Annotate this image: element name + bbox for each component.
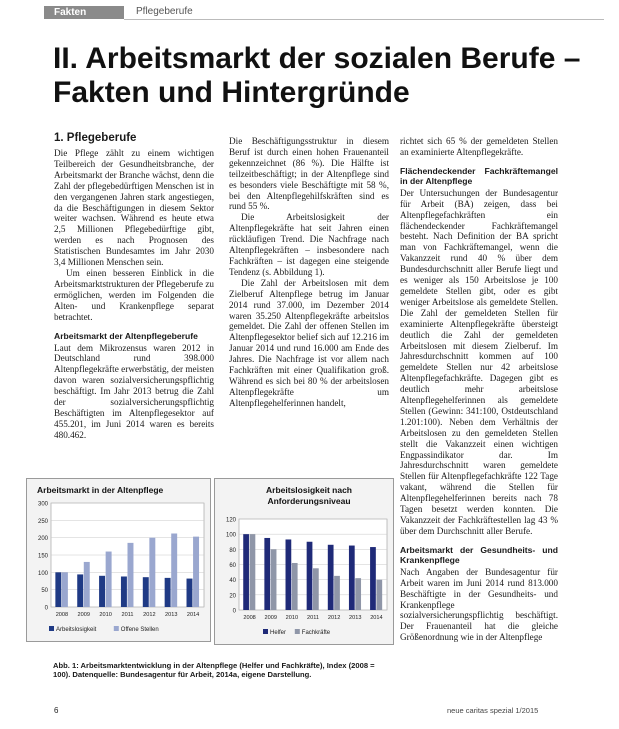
- x-tick-label: 2013: [164, 612, 178, 618]
- bar-series-2: [149, 538, 155, 607]
- bar-series-2: [128, 543, 134, 607]
- legend-label: Helfer: [270, 630, 287, 636]
- y-tick-label: 50: [41, 588, 48, 595]
- chart-arbeitsmarkt: [26, 478, 211, 642]
- paragraph: Die Pflege zählt zu einem wichtigen Teilbereich der Gesundheitsbranche, der Arbeitsmarkt der Branche wächst, denn die Zahl der pflegebedürftigen Menschen ist in den vergangenen Jahren stark angestiegen, da die Beschäftigungen in diesem Sektor weiter wachsen. Während es heute etwa 2,5 Millionen Pflegebedürftige gibt, werden es nach Prognosen des Statistischen Bundesamtes im Jahr 2030 3,4 Millionen Menschen sein.: [54, 148, 214, 268]
- bar-series-1: [307, 542, 313, 610]
- bar-series-1: [187, 579, 193, 607]
- x-tick-label: 2011: [306, 615, 320, 621]
- y-tick-label: 100: [37, 570, 48, 577]
- legend-label: Arbeitslosigkeit: [56, 627, 97, 633]
- chart-arbeitslosigkeit: [214, 478, 394, 645]
- x-tick-label: 2010: [99, 612, 112, 618]
- y-tick-label: 200: [37, 536, 48, 543]
- figure-caption: Abb. 1: Arbeitsmarktentwicklung in der Altenpflege (Helfer und Fachkräfte), Index (2008 = 100). Datenquelle: Bundesagentur für Arbeit, 2014a, eigene Darstellung.: [53, 661, 375, 679]
- y-tick-label: 80: [229, 547, 236, 554]
- paragraph: richtet sich 65 % der gemeldeten Stellen an examinierte Altenpflegekräfte.: [400, 136, 558, 157]
- bar-series-2: [84, 562, 90, 607]
- subheading: Arbeitsmarkt der Altenpflegeberufe: [54, 330, 198, 341]
- paragraph: Der Untersuchungen der Bundesagentur für Arbeit (BA) zeigen, dass bei Altenpflegefachkräften ein flächendeckender Fachkräftemangel besteht. Nach Definition der BA spricht man von Fachkräftemangel, wenn die Vakanzzeit rund 40 % über dem Bundesdurchschnitt aller Berufe liegt und es weniger als 150 Arbeitslose je 100 gemeldete Stellen gibt, oder es gibt weniger Arbeitslose als gemeldete Stellen. Die Zahl der gemeldeten Stellen für examinierte Altenpflegekräfte übersteigt deutlich die Zahl der gemeldeten Arbeitslosen mit diesem Zielberuf. Im Jahresdurchschnitt kommen auf 100 gemeldete Stellen nur 42 arbeitslose Altenpflegefachkräfte. Dagegen gibt es deutlich mehr arbeitslose Altenpflegehelferinnen als gemeldete Stellen (Gewinn: 341:100, Ostdeutschland 1.201:100). Neben dem Verhältnis der Arbeitslosen zu den gemeldeten Stellen stellt die Vakanzzeit einen wichtigen Engpassindikator dar. Im Jahresdurchschnitt waren gemeldete Stellen für Altenpflegefachkräfte 122 Tage vakant, während die Stellen für Altenpflegehelferinnen bereits nach 78 Tagen besetzt werden konnten. Die Vakanzzeit der Fachkräftestellen lag 43 % über dem Durchschnitt aller Berufe.: [400, 187, 558, 536]
- x-tick-label: 2012: [327, 615, 341, 621]
- bar-series-1: [99, 576, 105, 607]
- x-tick-label: 2011: [121, 612, 134, 618]
- page-number: 6: [54, 706, 59, 715]
- bar-series-2: [313, 568, 319, 610]
- bar-series-2: [271, 549, 277, 610]
- bar-series-1: [349, 546, 355, 610]
- bar-series-2: [250, 534, 256, 610]
- running-header: Pflegeberufe: [136, 6, 193, 17]
- x-tick-label: 2012: [143, 612, 156, 618]
- section-heading: 1. Pflegeberufe: [54, 132, 137, 144]
- bar-series-2: [376, 580, 382, 610]
- text-column-2: [229, 136, 389, 409]
- text-column-3: [400, 136, 558, 643]
- chart-2-svg: [215, 479, 393, 644]
- bar-series-1: [77, 574, 83, 607]
- legend-swatch: [263, 629, 268, 634]
- chart-1-svg: [27, 479, 210, 641]
- bar-series-1: [143, 577, 149, 607]
- legend-swatch: [295, 629, 300, 634]
- y-tick-label: 40: [229, 578, 236, 585]
- paragraph: Um einen besseren Einblick in die Arbeitsmarktstrukturen der Pflegeberufe zu ermöglichen, werden im Folgenden die Alten- und Krankenpflege separat betrachtet.: [54, 267, 214, 322]
- bar-series-2: [334, 576, 340, 610]
- bar-series-2: [62, 572, 68, 607]
- y-tick-label: 0: [232, 608, 236, 615]
- x-tick-label: 2008: [243, 615, 256, 621]
- bar-series-1: [370, 547, 376, 610]
- x-tick-label: 2014: [186, 612, 200, 618]
- section-tag: Fakten: [44, 6, 124, 19]
- legend-label: Offene Stellen: [120, 627, 159, 633]
- bar-series-2: [171, 534, 177, 607]
- chart-title: Arbeitsmarkt in der Altenpflege: [37, 485, 164, 495]
- x-tick-label: 2014: [370, 615, 383, 621]
- y-tick-label: 250: [37, 518, 48, 525]
- paragraph: Die Arbeitslosigkeit der Altenpflegekräfte hat seit Jahren einen rückläufigen Trend. Die Nachfrage nach Altenpflegekräften – insbesondere nach Fachkräften – ist dagegen eine steigende Tendenz (s. Abbildung 1).: [229, 212, 389, 277]
- x-tick-label: 2009: [77, 612, 91, 618]
- bar-series-1: [264, 538, 270, 610]
- paragraph: Nach Angaben der Bundesagentur für Arbeit waren im Juni 2014 rund 813.000 Beschäftigte in der Gesundheits- und Krankenpflege sozialversicherungspflichtig beschäftigt. Der Frauenanteil hat die gleiche Größenordnung wie in der Altenpflege: [400, 566, 558, 643]
- y-tick-label: 20: [229, 593, 236, 600]
- subheading: Arbeitsmarkt der Gesundheits- und Krankenpflege: [400, 544, 558, 565]
- x-tick-label: 2009: [264, 615, 277, 621]
- bar-series-1: [328, 545, 334, 610]
- bar-series-1: [286, 539, 292, 610]
- bar-series-2: [292, 563, 298, 610]
- paragraph: Die Zahl der Arbeitslosen mit dem Zielberuf Altenpflege betrug im Januar 2014 rund 37.000, im Dezember 2014 waren 35.250 Altenpflegekräfte arbeitslos gemeldet. Die Zahl der offenen Stellen im Altenpflegesektor belief sich auf 12.216 im Januar 2014 und rund 16.000 am Ende des Jahres. Die Nachfrage ist vor allem nach Fachkräften mit einer Qualifikation groß. Während es sich bei 80 % der arbeitslosen Altenpflegekräfte um Altenpflegehelferinnen handelt,: [229, 277, 389, 408]
- y-tick-label: 120: [225, 517, 236, 524]
- paragraph: Die Beschäftigungsstruktur in diesem Beruf ist durch einen hohen Frauenanteil gekennzeichnet (86 %). Die Hälfte ist teilzeitbeschäftigt; in der Altenpflege sind es besonders viele Beschäftigte mit 58 %, bei den Altenpflegehilfskräften sind es rund 55 %.: [229, 136, 389, 212]
- bar-series-2: [193, 537, 199, 607]
- x-tick-label: 2010: [285, 615, 299, 621]
- legend-label: Fachkräfte: [301, 630, 331, 636]
- bar-series-1: [243, 534, 249, 610]
- header-rule: [124, 19, 604, 20]
- bar-series-1: [55, 572, 61, 607]
- bar-series-2: [106, 552, 112, 607]
- journal-footer: neue caritas spezial 1/2015: [447, 706, 539, 715]
- bar-series-2: [355, 578, 361, 610]
- chart-title: Arbeitslosigkeit nach: [266, 485, 352, 495]
- x-tick-label: 2008: [55, 612, 69, 618]
- legend-swatch: [49, 626, 54, 631]
- y-tick-label: 60: [229, 563, 236, 569]
- paragraph: Laut dem Mikrozensus waren 2012 in Deutschland rund 398.000 Altenpflegekräfte erwerbstätig, der meisten davon waren sozialversicherungspflichtig beschäftigt. Im Jahr 2013 betrug die Zahl der sozialversicherungspflichtig Beschäftigten im Altenpflegesektor auf 455.201, im Juni 2014 waren es bereits 480.462.: [54, 342, 214, 440]
- y-tick-label: 100: [225, 532, 236, 539]
- chart-title: Anforderungsniveau: [267, 496, 351, 506]
- x-tick-label: 2013: [349, 615, 362, 621]
- text-column-1: [54, 131, 214, 441]
- y-tick-label: 300: [37, 501, 48, 508]
- page-title: II. Arbeitsmarkt der sozialen Berufe – Fakten und Hintergründe: [53, 42, 581, 109]
- bar-series-1: [121, 576, 127, 607]
- bar-series-1: [165, 578, 171, 607]
- subheading: Flächendeckender Fachkräftemangel in der Altenpflege: [400, 165, 558, 186]
- y-tick-label: 150: [37, 553, 48, 560]
- legend-swatch: [114, 626, 119, 631]
- y-tick-label: 0: [44, 605, 48, 612]
